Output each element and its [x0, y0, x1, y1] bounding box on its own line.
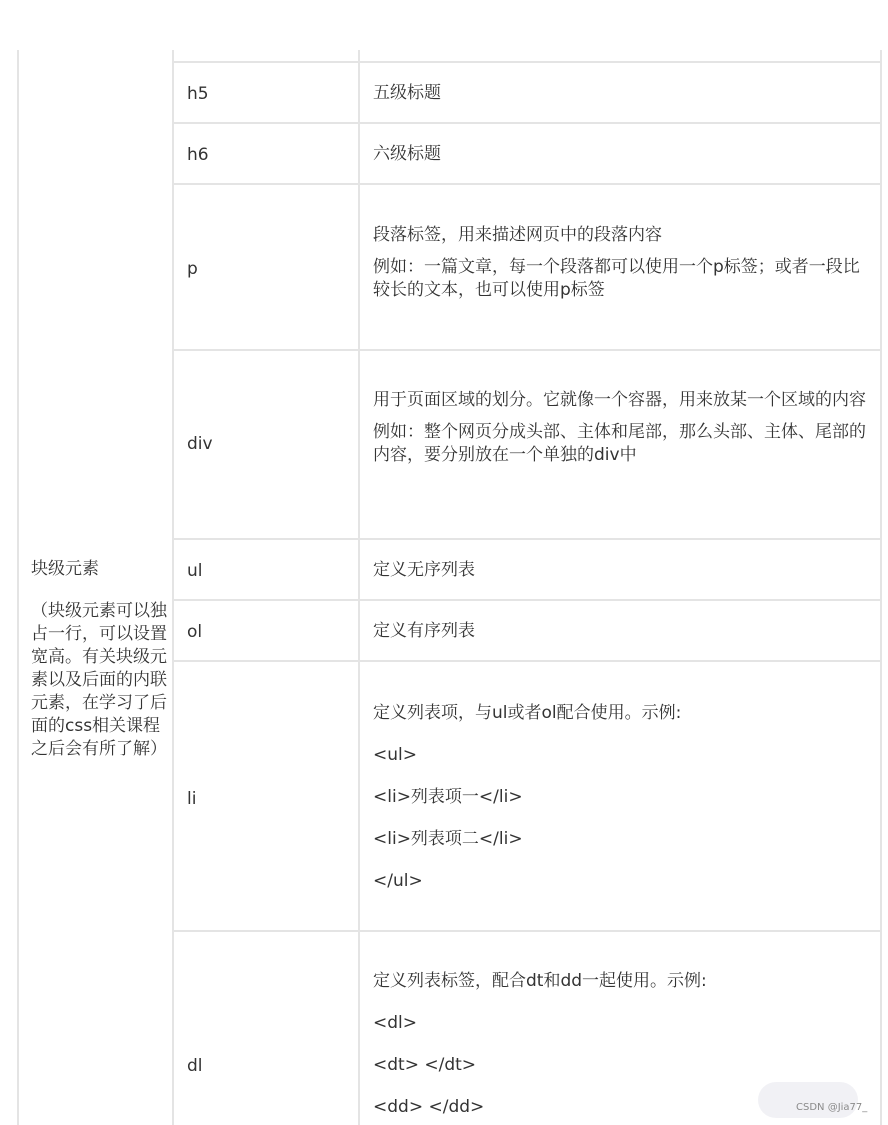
- tag-description: [373, 82, 869, 105]
- tag-name: p: [187, 259, 198, 279]
- description-text: 定义列表项，与ul或者ol配合使用。示例:: [373, 703, 682, 723]
- description-text: 定义有序列表: [373, 621, 475, 641]
- row-separator: [172, 599, 882, 601]
- description-text: 定义无序列表: [373, 560, 475, 580]
- tag-description: [373, 389, 869, 467]
- row-separator: [172, 122, 882, 124]
- row-separator: [172, 183, 882, 185]
- code-line: <li>列表项一</li>: [373, 787, 523, 807]
- code-line: <ul>: [373, 745, 417, 765]
- code-line: <dl>: [373, 1013, 418, 1033]
- code-line: </ul>: [373, 871, 423, 891]
- column-divider-1: [172, 50, 174, 1125]
- description-text: 五级标题: [373, 83, 441, 103]
- watermark-text: CSDN @Jia77_: [796, 1102, 868, 1113]
- table-border-left: [17, 50, 19, 1125]
- column-divider-2: [358, 50, 360, 1125]
- tag-name: li: [187, 789, 197, 809]
- tag-description: [373, 224, 869, 302]
- tag-name: h5: [187, 84, 209, 104]
- row-separator: [172, 61, 882, 63]
- row-separator: [172, 930, 882, 932]
- tag-description: [373, 702, 869, 893]
- description-text: 段落标签，用来描述网页中的段落内容: [373, 225, 662, 245]
- row-separator: [172, 660, 882, 662]
- tag-description: [373, 559, 869, 582]
- code-line: <li>列表项二</li>: [373, 829, 523, 849]
- tag-description: [373, 620, 869, 643]
- tag-name: ul: [187, 561, 203, 581]
- description-example: 例如：整个网页分成头部、主体和尾部，那么头部、主体、尾部的内容，要分别放在一个单独的div中: [373, 422, 866, 465]
- code-line: <dt> </dt>: [373, 1055, 477, 1075]
- category-title: 块级元素: [31, 559, 99, 579]
- code-line: <dd> </dd>: [373, 1097, 485, 1117]
- description-text: 六级标题: [373, 144, 441, 164]
- tag-description: [373, 143, 869, 166]
- row-separator: [172, 538, 882, 540]
- tag-name: h6: [187, 145, 209, 165]
- description-example: 例如：一篇文章，每一个段落都可以使用一个p标签；或者一段比较长的文本，也可以使用p标签: [373, 257, 860, 300]
- tag-name: ol: [187, 622, 203, 642]
- category-note: （块级元素可以独占一行，可以设置宽高。有关块级元素以及后面的内联元素，在学习了后面的css相关课程之后会有所了解）: [31, 601, 167, 759]
- table-border-right: [880, 50, 882, 1125]
- row-separator: [172, 349, 882, 351]
- tag-name: div: [187, 434, 213, 454]
- description-text: 用于页面区域的划分。它就像一个容器，用来放某一个区域的内容: [373, 390, 866, 410]
- tag-name: dl: [187, 1056, 203, 1076]
- description-text: 定义列表标签，配合dt和dd一起使用。示例:: [373, 971, 707, 991]
